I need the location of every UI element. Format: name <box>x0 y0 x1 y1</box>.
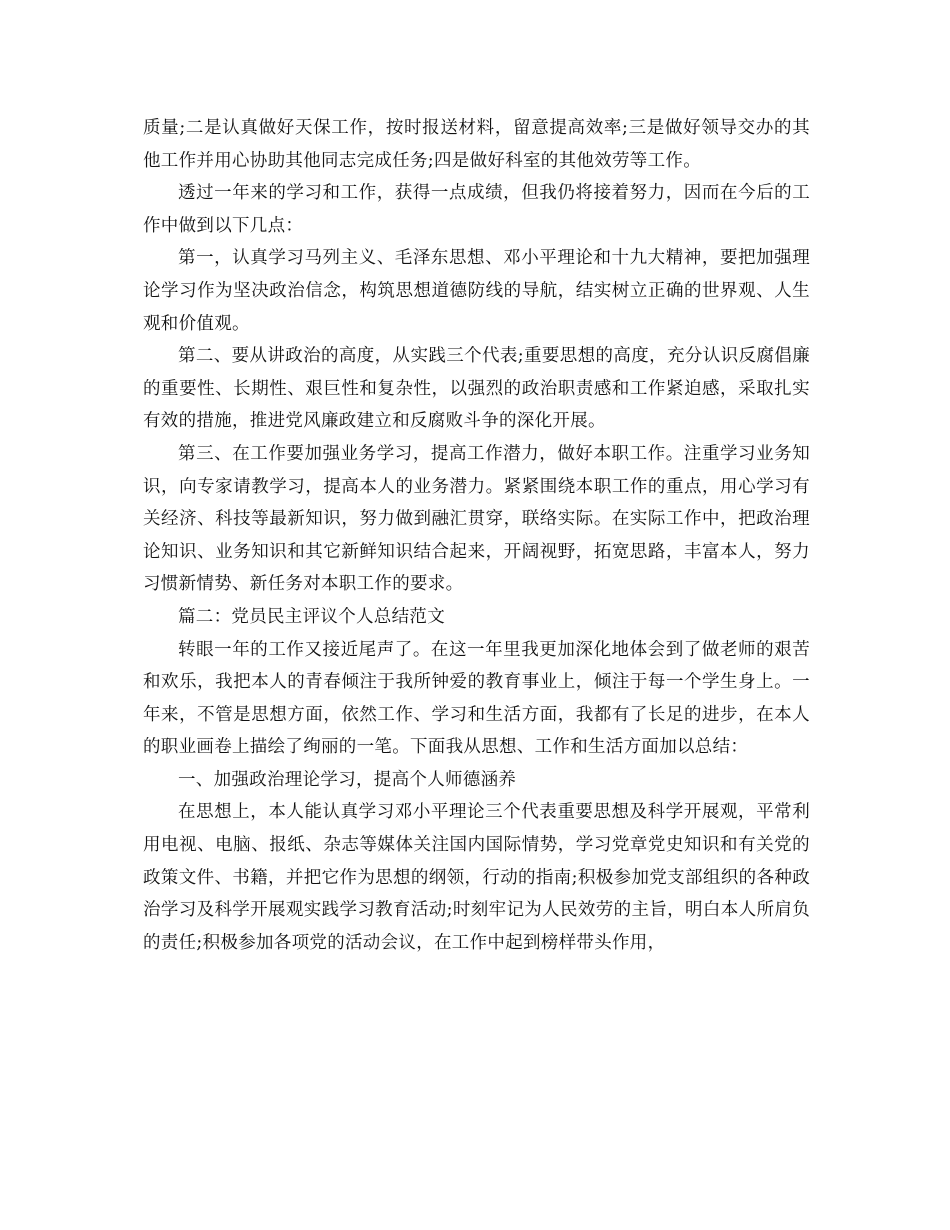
section-heading-part-two: 篇二：党员民主评议个人总结范文 <box>178 606 445 627</box>
paragraph-7: 转眼一年的工作又接近尾声了。在这一年里我更加深化地体会到了做老师的艰苦和欢乐，我把本人的青春倾注于我所钟爱的教育事业上，倾注于每一个学生身上。一年来，不管是思想方面，依然工作、学习和生活方面，我都有了长足的进步，在本人的职业画卷上描绘了绚丽的一笔。下面我从思想、工作和生活方面加以总结： <box>143 639 810 758</box>
subheading-political-study: 一、加强政治理论学习，提高个人师德涵养 <box>178 769 517 790</box>
paragraph-2: 透过一年来的学习和工作，获得一点成绩，但我仍将接着努力，因而在今后的工作中做到以下几点： <box>143 183 810 236</box>
paragraph-5: 第三、在工作要加强业务学习，提高工作潜力，做好本职工作。注重学习业务知识，向专家请教学习，提高本人的业务潜力。紧紧围绕本职工作的重点，用心学习有关经济、科技等最新知识，努力做到融汇贯穿，联络实际。在实际工作中，把政治理论知识、业务知识和其它新鲜知识结合起来，开阔视野，拓宽思路，丰富本人，努力习惯新情势、新任务对本职工作的要求。 <box>143 443 810 595</box>
paragraph-3: 第一，认真学习马列主义、毛泽东思想、邓小平理论和十九大精神，要把加强理论学习作为坚决政治信念，构筑思想道德防线的导航，结实树立正确的世界观、人生观和价值观。 <box>143 248 810 334</box>
paragraph-4: 第二、要从讲政治的高度，从实践三个代表;重要思想的高度，充分认识反腐倡廉的重要性、长期性、艰巨性和复杂性，以强烈的政治职责感和工作紧迫感，采取扎实有效的措施，推进党风廉政建立和反腐败斗争的深化开展。 <box>143 346 810 432</box>
document-body <box>143 112 810 959</box>
paragraph-9: 在思想上，本人能认真学习邓小平理论三个代表重要思想及科学开展观，平常利用电视、电脑、报纸、杂志等媒体关注国内国际情势，学习党章党史知识和有关党的政策文件、书籍，并把它作为思想的纲领，行动的指南;积极参加党支部组织的各种政治学习及科学开展观实践学习教育活动;时刻牢记为人民效劳的主旨，明白本人所肩负的责任;积极参加各项党的活动会议，在工作中起到榜样带头作用， <box>143 802 810 953</box>
paragraph-1: 质量;二是认真做好天保工作，按时报送材料，留意提高效率;三是做好领导交办的其他工作并用心协助其他同志完成任务;四是做好科室的其他效劳等工作。 <box>143 118 810 171</box>
